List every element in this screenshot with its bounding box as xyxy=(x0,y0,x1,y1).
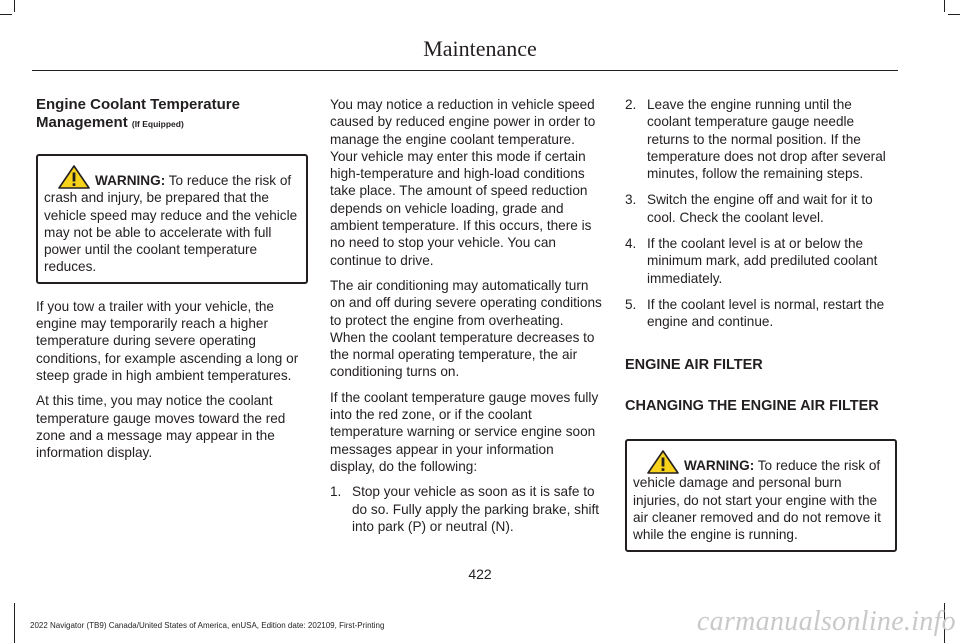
paragraph: You may notice a reduction in vehicle speed caused by reduced engine power in order to manage the engine coolant temperature. Your vehicle may enter this mode if certain high-temperature and high-load conditions take place. The amount of speed reduction depends on vehicle loading, grade and ambient temperature. If this occurs, there is no need to stop your vehicle. You can continue to drive. xyxy=(330,97,596,268)
crop-mark xyxy=(14,0,15,12)
step-number: 5. xyxy=(625,296,637,312)
step-text: Leave the engine running until the coolant temperature gauge needle returns to the normal position. If the temperature does not drop after several minutes, follow the remaining steps. xyxy=(647,97,886,182)
list-item xyxy=(625,191,897,226)
crop-mark xyxy=(948,14,960,15)
warning-label: WARNING: xyxy=(95,173,166,188)
step-text: Stop your vehicle as soon as it is safe to do so. Fully apply the parking brake, shift into park (P) or neutral (N). xyxy=(352,484,600,534)
warning-text: To reduce the risk of vehicle damage and personal burn injuries, do not start your engine with the air cleaner removed and do not remove it while the engine is running. xyxy=(633,458,881,543)
header-divider xyxy=(32,70,898,71)
page-title: Maintenance xyxy=(423,36,537,61)
edition-footer: 2022 Navigator (TB9) Canada/United States of America, enUSA, Edition date: 202109, First-Printing xyxy=(30,621,385,630)
warning-box xyxy=(625,439,897,551)
column-2 xyxy=(330,96,602,544)
warning-box xyxy=(36,154,308,284)
step-list xyxy=(625,96,897,331)
step-number: 1. xyxy=(330,484,342,500)
step-text: Switch the engine off and wait for it to cool. Check the coolant level. xyxy=(647,192,873,225)
step-text: If the coolant level is normal, restart the engine and continue. xyxy=(647,296,885,330)
page-number: 422 xyxy=(468,566,492,582)
list-item xyxy=(330,483,602,535)
crop-mark xyxy=(0,14,12,15)
list-item xyxy=(625,96,897,182)
step-text: If the coolant level is at or below the minimum mark, add prediluted coolant immediately. xyxy=(647,236,878,286)
column-1 xyxy=(36,96,308,469)
list-item xyxy=(625,235,897,287)
crop-mark xyxy=(944,0,945,12)
section-heading: ENGINE AIR FILTER xyxy=(625,356,763,373)
paragraph: The air conditioning may automatically turn on and off during severe operating conditions to protect the engine from overheating. When the coolant temperature decreases to the normal operating temperature, the air conditioning turns on. xyxy=(330,277,602,380)
column-3 xyxy=(625,96,897,566)
step-list xyxy=(330,483,602,535)
warning-label: WARNING: xyxy=(684,458,755,474)
crop-mark xyxy=(14,603,15,643)
section-title xyxy=(36,96,308,133)
step-number: 2. xyxy=(625,97,637,112)
paragraph: If you tow a trailer with your vehicle, the engine may temporarily reach a higher temperature during severe operating conditions, for example ascending a long or steep grade in high ambient temperatures. xyxy=(36,298,299,383)
list-item xyxy=(625,296,897,331)
step-number: 4. xyxy=(625,236,637,252)
watermark: carmanualsonline.info xyxy=(696,606,956,637)
warning-triangle-icon xyxy=(58,165,90,189)
paragraph: If the coolant temperature gauge moves fully into the red zone, or if the coolant temperature warning or service engine soon messages appear in your information display, do the following: xyxy=(330,389,599,474)
step-number: 3. xyxy=(625,192,637,208)
warning-triangle-icon xyxy=(647,450,679,474)
warning-text: To reduce the risk of crash and injury, be prepared that the vehicle speed may reduce and the vehicle may not be able to accelerate with full power until the coolant temperature reduces. xyxy=(44,173,298,275)
subsection-heading: CHANGING THE ENGINE AIR FILTER xyxy=(625,397,879,414)
section-title-text: Engine Coolant Temperature Management xyxy=(36,96,240,131)
paragraph: At this time, you may notice the coolant temperature gauge moves toward the red zone and a message may appear in the information display. xyxy=(36,393,286,461)
section-title-suffix: (If Equipped) xyxy=(131,119,184,129)
